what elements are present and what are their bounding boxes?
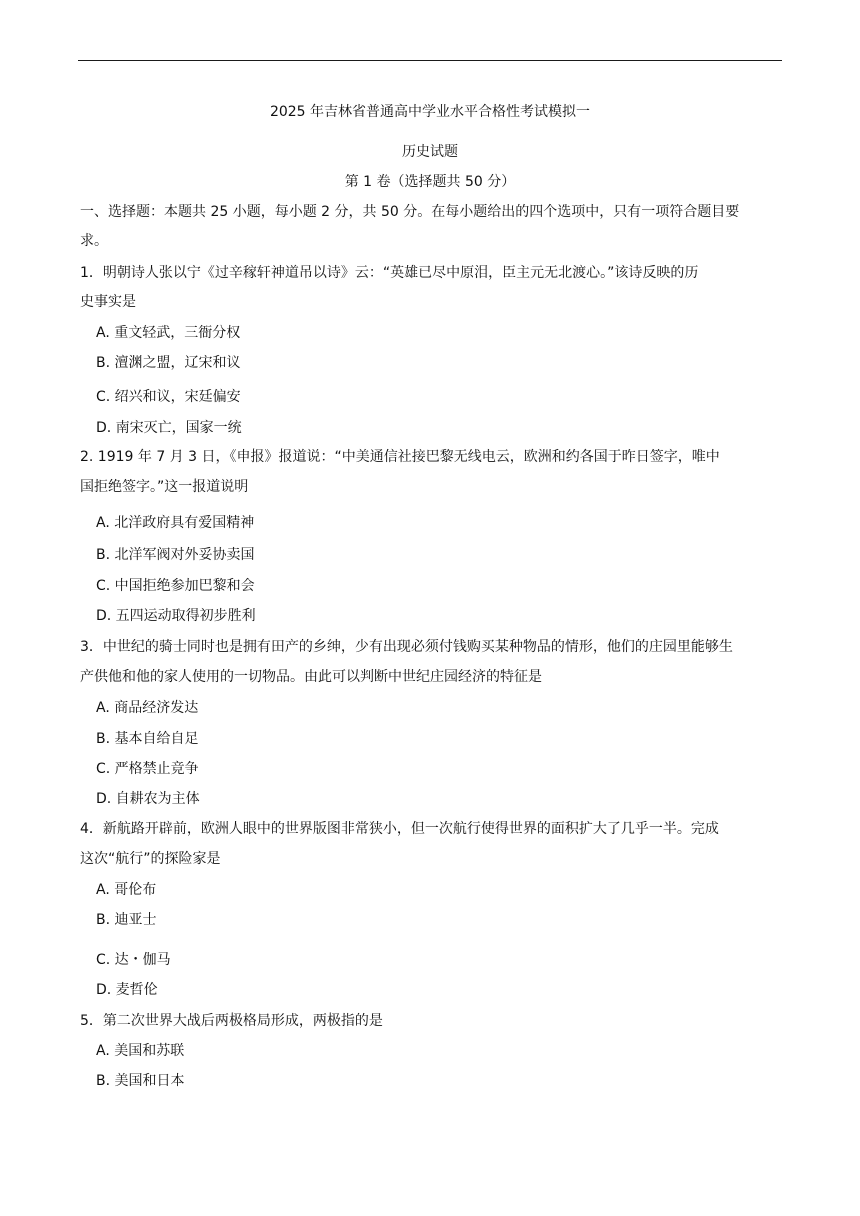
exam-title: 2025 年吉林省普通高中学业水平合格性考试模拟一 xyxy=(269,104,591,120)
question-4-stem-line-2: 这次“航行”的探险家是 xyxy=(80,851,221,867)
question-5-stem-line-1: 5．第二次世界大战后两极格局形成，两极指的是 xyxy=(80,1013,383,1029)
volume-title: 第 1 卷（选择题共 50 分） xyxy=(344,174,516,190)
question-3-option-a: A. 商品经济发达 xyxy=(96,700,199,716)
instructions-line-1: 一、选择题：本题共 25 小题，每小题 2 分，共 50 分。在每小题给出的四个选项中，只有一项符合题目要 xyxy=(80,204,740,220)
header-rule xyxy=(78,60,782,61)
subject-title: 历史试题 xyxy=(402,144,458,160)
question-3-stem-line-2: 产供他和他的家人使用的一切物品。由此可以判断中世纪庄园经济的特征是 xyxy=(80,669,542,685)
question-4-option-d: D. 麦哲伦 xyxy=(96,982,158,998)
question-5-option-b: B. 美国和日本 xyxy=(96,1073,185,1089)
question-2-stem-line-1: 2. 1919 年 7 月 3 日，《申报》报道说：“中美通信社接巴黎无线电云，欧洲和约各国于昨日签字，唯中 xyxy=(80,449,720,465)
question-3-option-c: C. 严格禁止竞争 xyxy=(96,761,199,777)
question-4-option-c: C. 达・伽马 xyxy=(96,952,171,968)
question-1-option-c: C. 绍兴和议，宋廷偏安 xyxy=(96,389,241,405)
question-2-option-a: A. 北洋政府具有爱国精神 xyxy=(96,515,255,531)
question-1-option-d: D. 南宋灭亡，国家一统 xyxy=(96,420,242,436)
question-3-option-d: D. 自耕农为主体 xyxy=(96,791,200,807)
question-1-option-a: A. 重文轻武，三衙分权 xyxy=(96,325,241,341)
question-4-stem-line-1: 4．新航路开辟前，欧洲人眼中的世界版图非常狭小，但一次航行使得世界的面积扩大了几乎一半。完成 xyxy=(80,821,719,837)
question-1-stem-line-2: 史事实是 xyxy=(80,294,136,310)
question-3-stem-line-1: 3．中世纪的骑士同时也是拥有田产的乡绅，少有出现必须付钱购买某种物品的情形，他们的庄园里能够生 xyxy=(80,639,733,655)
question-5-option-a: A. 美国和苏联 xyxy=(96,1043,185,1059)
question-4-option-b: B. 迪亚士 xyxy=(96,912,157,928)
question-1-option-b: B. 澶渊之盟，辽宋和议 xyxy=(96,355,241,371)
question-2-stem-line-2: 国拒绝签字。”这一报道说明 xyxy=(80,479,249,495)
question-1-stem-line-1: 1．明朝诗人张以宁《过辛稼轩神道吊以诗》云：“英雄已尽中原泪，臣主元无北渡心。”该诗反映的历 xyxy=(80,265,699,281)
question-2-option-d: D. 五四运动取得初步胜利 xyxy=(96,608,256,624)
question-3-option-b: B. 基本自给自足 xyxy=(96,731,199,747)
instructions-line-2: 求。 xyxy=(80,233,108,249)
question-2-option-c: C. 中国拒绝参加巴黎和会 xyxy=(96,578,255,594)
question-2-option-b: B. 北洋军阀对外妥协卖国 xyxy=(96,547,255,563)
question-4-option-a: A. 哥伦布 xyxy=(96,882,157,898)
